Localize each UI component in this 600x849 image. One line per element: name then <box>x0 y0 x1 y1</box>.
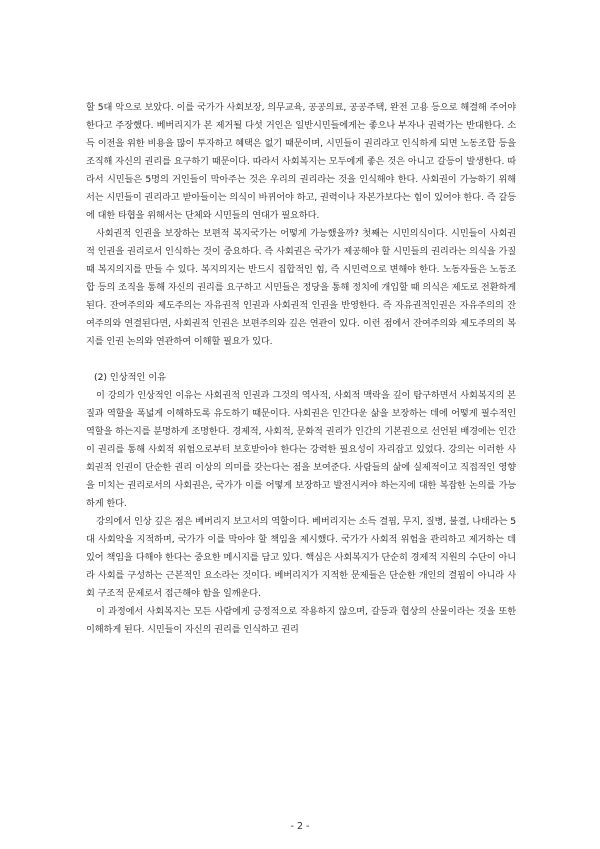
section-heading: (2) 인상적인 이유 <box>94 372 167 383</box>
body-text <box>86 99 516 639</box>
page-number: - 2 - <box>290 821 310 832</box>
paragraph: 강의에서 인상 깊은 점은 베버리지 보고서의 역할이다. 베버리지는 소득 결핍, 무지, 질병, 불결, 나태라는 5대 사회악을 지적하며, 국가가 이를 막아야 할 책임을 제시했다. 국가가 사회적 위험을 관리하고 제거하는 데 있어 책임을 다해야 한다는 중요한 메시지를 담고 있다. 핵심은 사회복지가 단순히 경제적 지원의 수단이 아니라 사회를 구성하는 근본적인 요소라는 것이다. 베버리지가 지적한 문제들은 단순한 개인의 결핍이 아니라 사회 구조적 문제로서 접근해야 함을 일깨운다. <box>86 516 516 599</box>
paragraph: 이 과정에서 사회복지는 모든 사람에게 긍정적으로 작용하지 않으며, 갈등과 협상의 산물이라는 것을 또한 이해하게 된다. 시민들이 자신의 권리를 인식하고 권리 <box>86 606 516 635</box>
paragraph: 사회권적 인권을 보장하는 보편적 복지국가는 어떻게 가능했을까? 첫째는 시민의식이다. 시민들이 사회권적 인권을 권리로서 인식하는 것이 중요하다. 즉 사회권은 국가가 제공해야 할 시민들의 권리라는 의식을 가질 때 복지의지를 만들 수 있다. 복지의지는 반드시 집합적인 힘, 즉 시민력으로 변해야 한다. 노동자들은 노동조합 등의 조직을 통해 자신의 권리를 요구하고 시민들은 정당을 통해 정치에 개입할 때 의식은 제도로 전환하게 된다. 잔여주의와 제도주의는 자유권적 인권과 사회권적 인권을 반영한다. 즉 자유권적인권은 자유주의의 잔여주의와 연결된다면, 사회권적 인권은 보편주의와 깊은 연관이 있다. 이런 점에서 잔여주의와 제도주의의 복지를 인권 논의와 연관하여 이해할 필요가 있다. <box>86 228 516 347</box>
paragraph: 이 강의가 인상적인 이유는 사회권적 인권과 그것의 역사적, 사회적 맥락을 깊이 탐구하면서 사회복지의 본질과 역할을 폭넓게 이해하도록 유도하기 때문이다. 사회권은 인간다운 삶을 보장하는 데에 어떻게 필수적인 역할을 하는지를 분명하게 조명한다. 경제적, 사회적, 문화적 권리가 인간의 기본권으로 선언된 배경에는 인간이 권리를 통해 사회적 위험으로부터 보호받아야 한다는 강력한 필요성이 자리잡고 있었다. 강의는 이러한 사회권적 인권이 단순한 권리 이상의 의미를 갖는다는 점을 보여준다. 사람들의 삶에 실제적이고 직접적인 영향을 미치는 권리로서의 사회권은, 국가가 이를 어떻게 보장하고 발전시켜야 하는지에 대한 복잡한 논의를 가능하게 한다. <box>86 390 516 509</box>
paragraph: 할 5대 악으로 보았다. 이를 국가가 사회보장, 의무교육, 공공의료, 공공주택, 완전 고용 등으로 해결해 주어야 한다고 주장했다. 베버리지가 본 제거될 다섯 거인은 일반시민들에게는 좋으나 부자나 권력가는 반대한다. 소득 이전을 위한 비용을 많이 투자하고 혜택은 없기 때문이며, 시민들이 권리라고 인식하게 되면 노동조합 등을 조직해 자신의 권리를 요구하기 때문이다. 따라서 사회복지는 모두에게 좋은 것은 아니고 갈등이 발생한다. 따라서 시민들은 5명의 거인들이 막아주는 것은 우리의 권리라는 것을 인식해야 한다. 사회권이 가능하기 위해서는 시민들이 권리라고 받아들이는 의식이 바뀌어야 하고, 권력이나 자본가보다는 힘이 있어야 한다. 즉 갈등에 대한 타협을 위해서는 단체와 시민들의 연대가 필요하다. <box>86 102 516 221</box>
paragraph-gap <box>86 351 516 369</box>
